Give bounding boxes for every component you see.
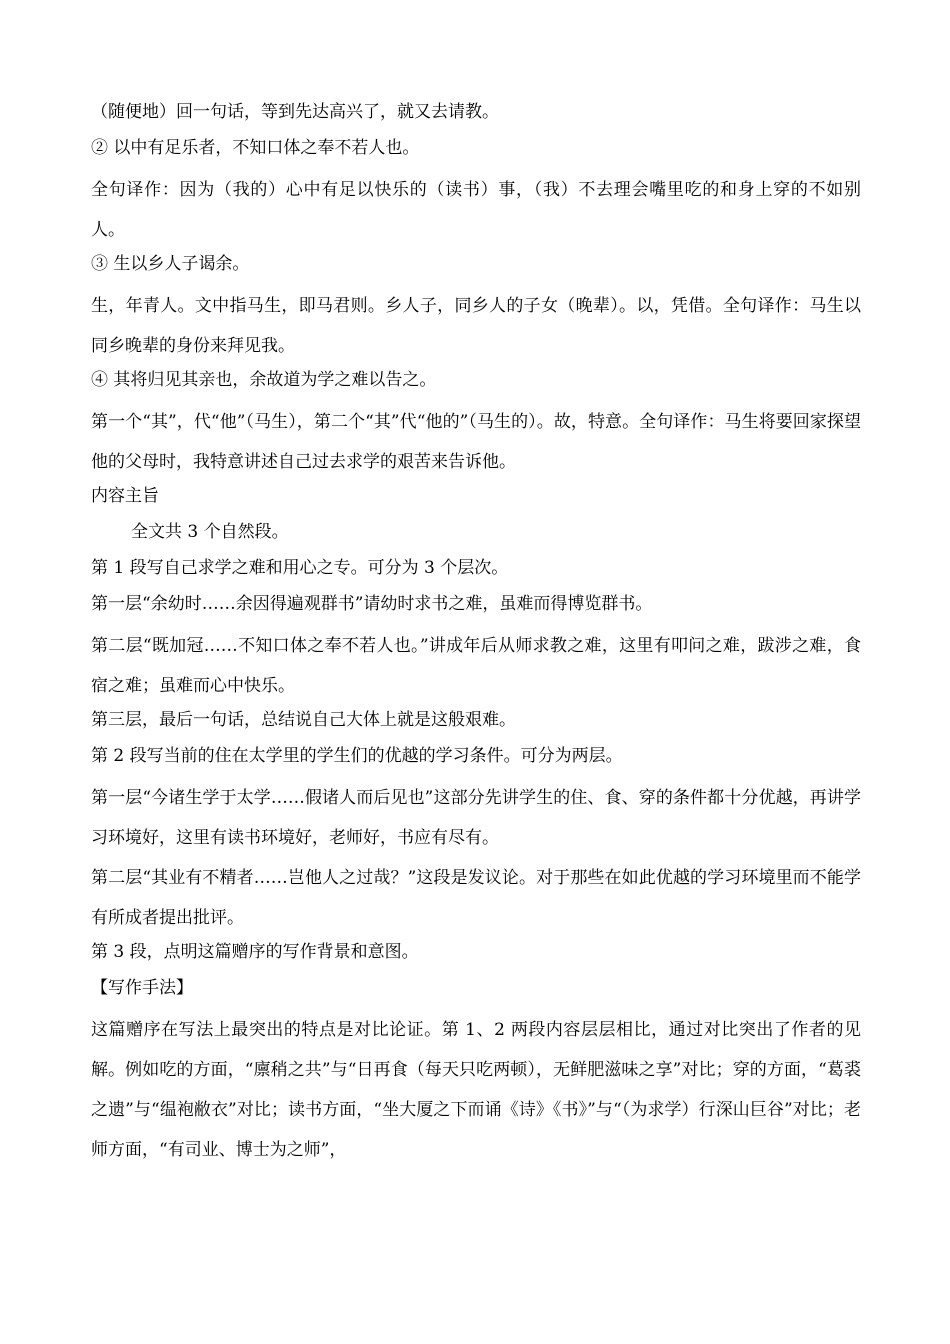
text-paragraph: 第二层“其业有不精者……岂他人之过哉？”这段是发议论。对于那些在如此优越的学习环境里而不能学有所成者提出批评。	[91, 868, 861, 928]
text-line: 第 1 段写自己求学之难和用心之专。可分为 3 个层次。	[91, 558, 509, 578]
text-line: （随便地）回一句话，等到先达高兴了，就又去请教。	[91, 102, 499, 122]
text-line: ④ 其将归见其亲也，余故道为学之难以告之。	[91, 370, 437, 390]
text-paragraph: 第二层“既加冠……不知口体之奉不若人也。”讲成年后从师求教之难，这里有叩问之难，跋涉之难，食宿之难；虽难而心中快乐。	[91, 636, 861, 696]
text-line: 第一层“余幼时……余因得遍观群书”请幼时求书之难，虽难而得博览群书。	[91, 594, 653, 614]
section-heading: 【写作手法】	[91, 978, 193, 998]
text-paragraph: 第一个“其”，代“他”（马生），第二个“其”代“他的”（马生的）。故，特意。全句译作：马生将要回家探望他的父母时，我特意讲述自己过去求学的艰苦来告诉他。	[91, 412, 861, 472]
text-line: 第 2 段写当前的住在太学里的学生们的优越的学习条件。可分为两层。	[91, 746, 623, 766]
text-line: 全文共 3 个自然段。	[131, 522, 289, 542]
text-paragraph: 生，年青人。文中指马生，即马君则。乡人子，同乡人的子女（晚辈）。以，凭借。全句译作：马生以同乡晚辈的身份来拜见我。	[91, 296, 861, 356]
text-paragraph: 这篇赠序在写法上最突出的特点是对比论证。第 1、2 两段内容层层相比，通过对比突出了作者的见解。例如吃的方面，“廪稍之共”与“日再食（每天只吃两顿），无鲜肥滋味之享”对比；穿的方面，“葛裘之遗”与“缊袍敝衣”对比；读书方面，“坐大厦之下而诵《诗》《书》”与“（为求学）行深山巨谷”对比；老师方面，“有司业、博士为之师”，	[91, 1020, 862, 1160]
section-heading: 内容主旨	[91, 486, 159, 506]
text-paragraph: 第一层“今诸生学于太学……假诸人而后见也”这部分先讲学生的住、食、穿的条件都十分优越，再讲学习环境好，这里有读书环境好，老师好，书应有尽有。	[91, 788, 861, 848]
text-line: ② 以中有足乐者，不知口体之奉不若人也。	[91, 138, 420, 158]
text-paragraph: 全句译作：因为（我的）心中有足以快乐的（读书）事，（我）不去理会嘴里吃的和身上穿的不如别人。	[91, 180, 861, 240]
text-line: 第三层，最后一句话，总结说自己大体上就是这般艰难。	[91, 710, 516, 730]
text-line: ③ 生以乡人子谒余。	[91, 254, 250, 274]
document-body	[91, 98, 861, 1170]
text-line: 第 3 段，点明这篇赠序的写作背景和意图。	[91, 942, 419, 962]
